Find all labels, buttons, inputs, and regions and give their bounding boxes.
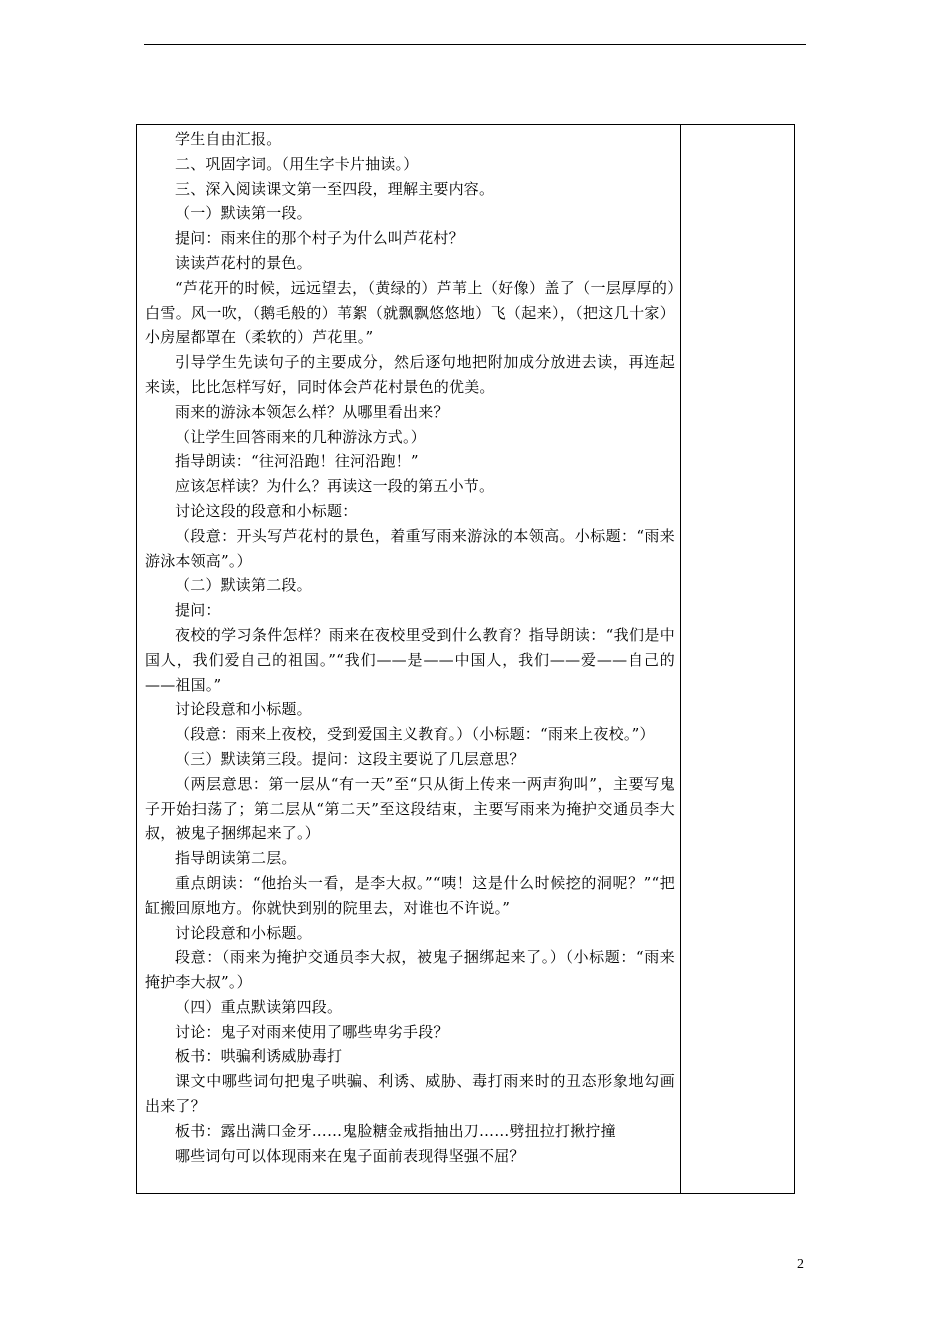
paragraph: 二、巩固字词。（用生字卡片抽读。） bbox=[175, 154, 419, 173]
paragraph: 指导朗读第二层。 bbox=[175, 849, 297, 868]
paragraph: 夜校的学习条件怎样？雨来在夜校里受到什么教育？指导朗读：“我们是中国人，我们爱自己的祖国。”“我们——是——中国人，我们——爱——自己的——祖国。” bbox=[145, 625, 675, 694]
paragraph: 讨论：鬼子对雨来使用了哪些卑劣手段？ bbox=[175, 1022, 449, 1041]
paragraph: 读读芦花村的景色。 bbox=[175, 253, 312, 272]
column-divider bbox=[680, 125, 681, 1193]
page-number: 2 bbox=[797, 1257, 804, 1272]
paragraph: 重点朗读：“他抬头一看，是李大叔。”“咦！这是什么时候挖的洞呢？”“把缸搬回原地方。你就快到别的院里去，对谁也不许说。” bbox=[145, 873, 675, 917]
paragraph: 板书：露出满口金牙……鬼脸糖金戒指抽出刀……劈扭拉打揪拧撞 bbox=[175, 1121, 616, 1140]
paragraph: （一）默读第一段。 bbox=[175, 204, 312, 223]
paragraph: 雨来的游泳本领怎么样？从哪里看出来？ bbox=[175, 402, 449, 421]
paragraph: （两层意思：第一层从“有一天”至“只从街上传来一两声狗叫”，主要写鬼子开始扫荡了；第二层从“第二天”至这段结束，主要写雨来为掩护交通员李大叔，被鬼子捆绑起来了。） bbox=[145, 774, 675, 843]
paragraph: （四）重点默读第四段。 bbox=[175, 997, 343, 1016]
paragraph: 讨论这段的段意和小标题： bbox=[175, 501, 358, 520]
paragraph: 指导朗读：“往河沿跑！往河沿跑！” bbox=[175, 452, 419, 471]
paragraph: “芦花开的时候，远远望去，（黄绿的）芦苇上（好像）盖了（一层厚厚的）白雪。风一吹，（鹅毛般的）苇絮（就飘飘悠悠地）飞（起来），（把这几十家）小房屋都罩在（柔软的）芦花里。” bbox=[145, 278, 675, 347]
paragraph: （段意：雨来上夜校，受到爱国主义教育。）（小标题：“雨来上夜校。”） bbox=[175, 725, 655, 744]
paragraph: 讨论段意和小标题。 bbox=[175, 923, 312, 942]
paragraph: （段意：开头写芦花村的景色，着重写雨来游泳的本领高。小标题：“雨来游泳本领高”。） bbox=[145, 526, 675, 570]
paragraph: 段意：（雨来为掩护交通员李大叔，被鬼子捆绑起来了。）（小标题：“雨来掩护李大叔”。） bbox=[145, 948, 675, 992]
paragraph: 提问： bbox=[175, 601, 221, 620]
paragraph: （三）默读第三段。提问：这段主要说了几层意思？ bbox=[175, 749, 525, 768]
paragraph: 课文中哪些词句把鬼子哄骗、利诱、威胁、毒打雨来时的丑态形象地勾画出来了？ bbox=[145, 1072, 675, 1116]
paragraph: 讨论段意和小标题。 bbox=[175, 700, 312, 719]
paragraph: 学生自由汇报。 bbox=[175, 130, 282, 148]
paragraph: 板书：哄骗利诱威胁毒打 bbox=[175, 1047, 343, 1066]
lesson-table bbox=[136, 124, 795, 1194]
header-rule bbox=[144, 44, 806, 45]
paragraph: 引导学生先读句子的主要成分，然后逐句地把附加成分放进去读，再连起来读，比比怎样写好，同时体会芦花村景色的优美。 bbox=[145, 353, 675, 396]
paragraph: （二）默读第二段。 bbox=[175, 576, 312, 595]
paragraph: 应该怎样读？为什么？再读这一段的第五小节。 bbox=[175, 477, 495, 496]
paragraph: 提问：雨来住的那个村子为什么叫芦花村？ bbox=[175, 229, 464, 248]
lesson-content bbox=[145, 127, 675, 1168]
paragraph: 哪些词句可以体现雨来在鬼子面前表现得坚强不屈？ bbox=[175, 1146, 525, 1165]
paragraph: 三、深入阅读课文第一至四段，理解主要内容。 bbox=[175, 179, 495, 198]
paragraph: （让学生回答雨来的几种游泳方式。） bbox=[175, 427, 426, 446]
